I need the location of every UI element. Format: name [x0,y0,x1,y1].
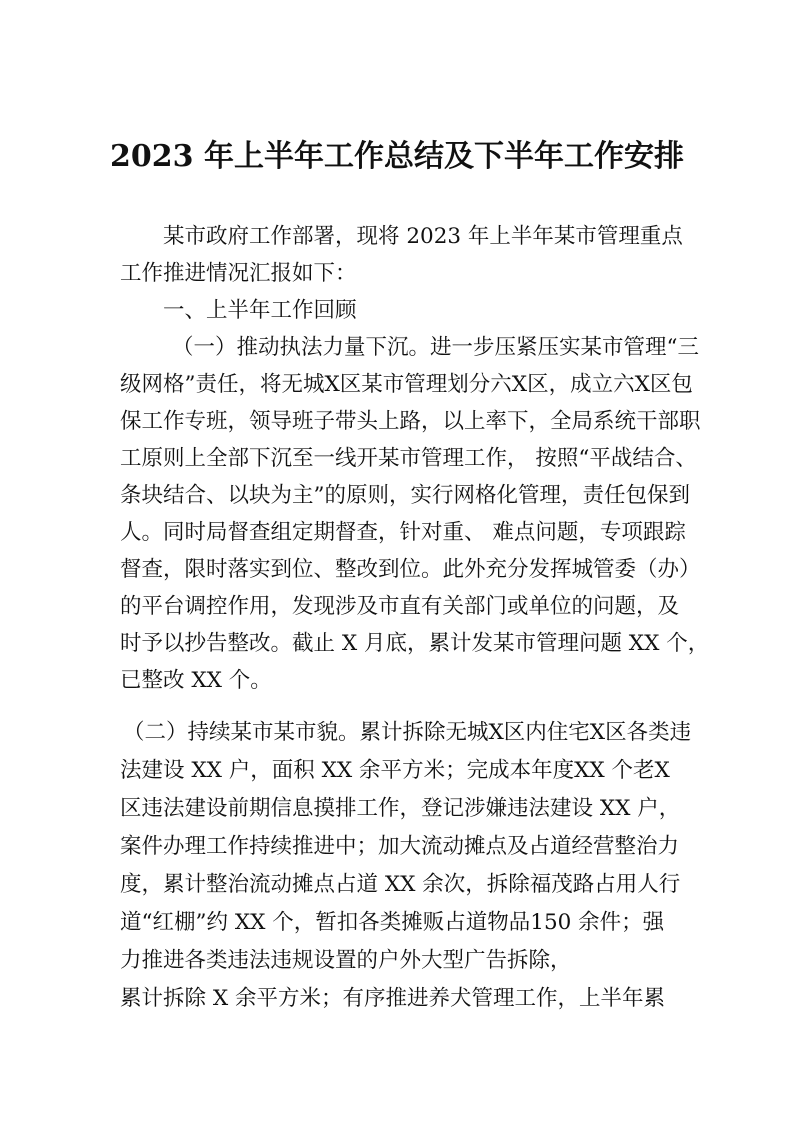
paragraph-line: 人。同时局督查组定期督查，针对重、 难点问题，专项跟踪 [120,520,686,545]
paragraph-line: 道“红棚”约 XX 个，暂扣各类摊贩占道物品150 余件；强 [120,910,665,935]
paragraph-line: 时予以抄告整改。截止 X 月底，累计发某市管理问题 XX 个， [120,631,710,656]
paragraph-line: 的平台调控作用，发现涉及市直有关部门或单位的问题，及 [120,594,680,619]
paragraph-line: 条块结合、以块为主”的原则，实行网格化管理，责任包保到 [120,483,690,508]
paragraph-line: 力推进各类违法违规设置的户外大型广告拆除， [120,948,572,973]
paragraph-line: 工作推进情况汇报如下： [120,261,357,286]
paragraph-line: （一）推动执法力量下沉。进一步压紧压实某市管理“三 [172,335,699,360]
paragraph-line: 法建设 XX 户，面积 XX 余平方米；完成本年度XX 个老X [120,758,670,783]
document-title: 2023 年上半年工作总结及下半年工作安排 [110,139,684,174]
paragraph-line: 区违法建设前期信息摸排工作，登记涉嫌违法建设 XX 户， [120,796,681,821]
paragraph-line: 已整改 XX 个。 [120,668,272,693]
paragraph-line: 级网格”责任，将无城X区某市管理划分六X区，成立六X区包 [120,372,693,397]
paragraph-line: 某市政府工作部署，现将 2023 年上半年某市管理重点 [163,224,683,249]
paragraph-line: （二）持续某市某市貌。累计拆除无城X区内住宅X区各类违 [123,720,692,745]
paragraph-line: 度，累计整治流动摊点占道 XX 余次，拆除福茂路占用人行 [120,872,681,897]
paragraph-line: 工原则上全部下沉至一线开某市管理工作， 按照“平战结合、 [120,446,697,471]
paragraph-line: 保工作专班，领导班子带头上路，以上率下，全局系统干部职 [120,409,701,434]
paragraph-line: 案件办理工作持续推进中；加大流动摊点及占道经营整治力 [120,834,680,859]
paragraph-line: 督查，限时落实到位、整改到位。此外充分发挥城管委（办） [120,557,701,582]
paragraph-line: 累计拆除 X 余平方米；有序推进养犬管理工作，上半年累 [120,986,665,1011]
section-heading: 一、上半年工作回顾 [163,298,357,323]
